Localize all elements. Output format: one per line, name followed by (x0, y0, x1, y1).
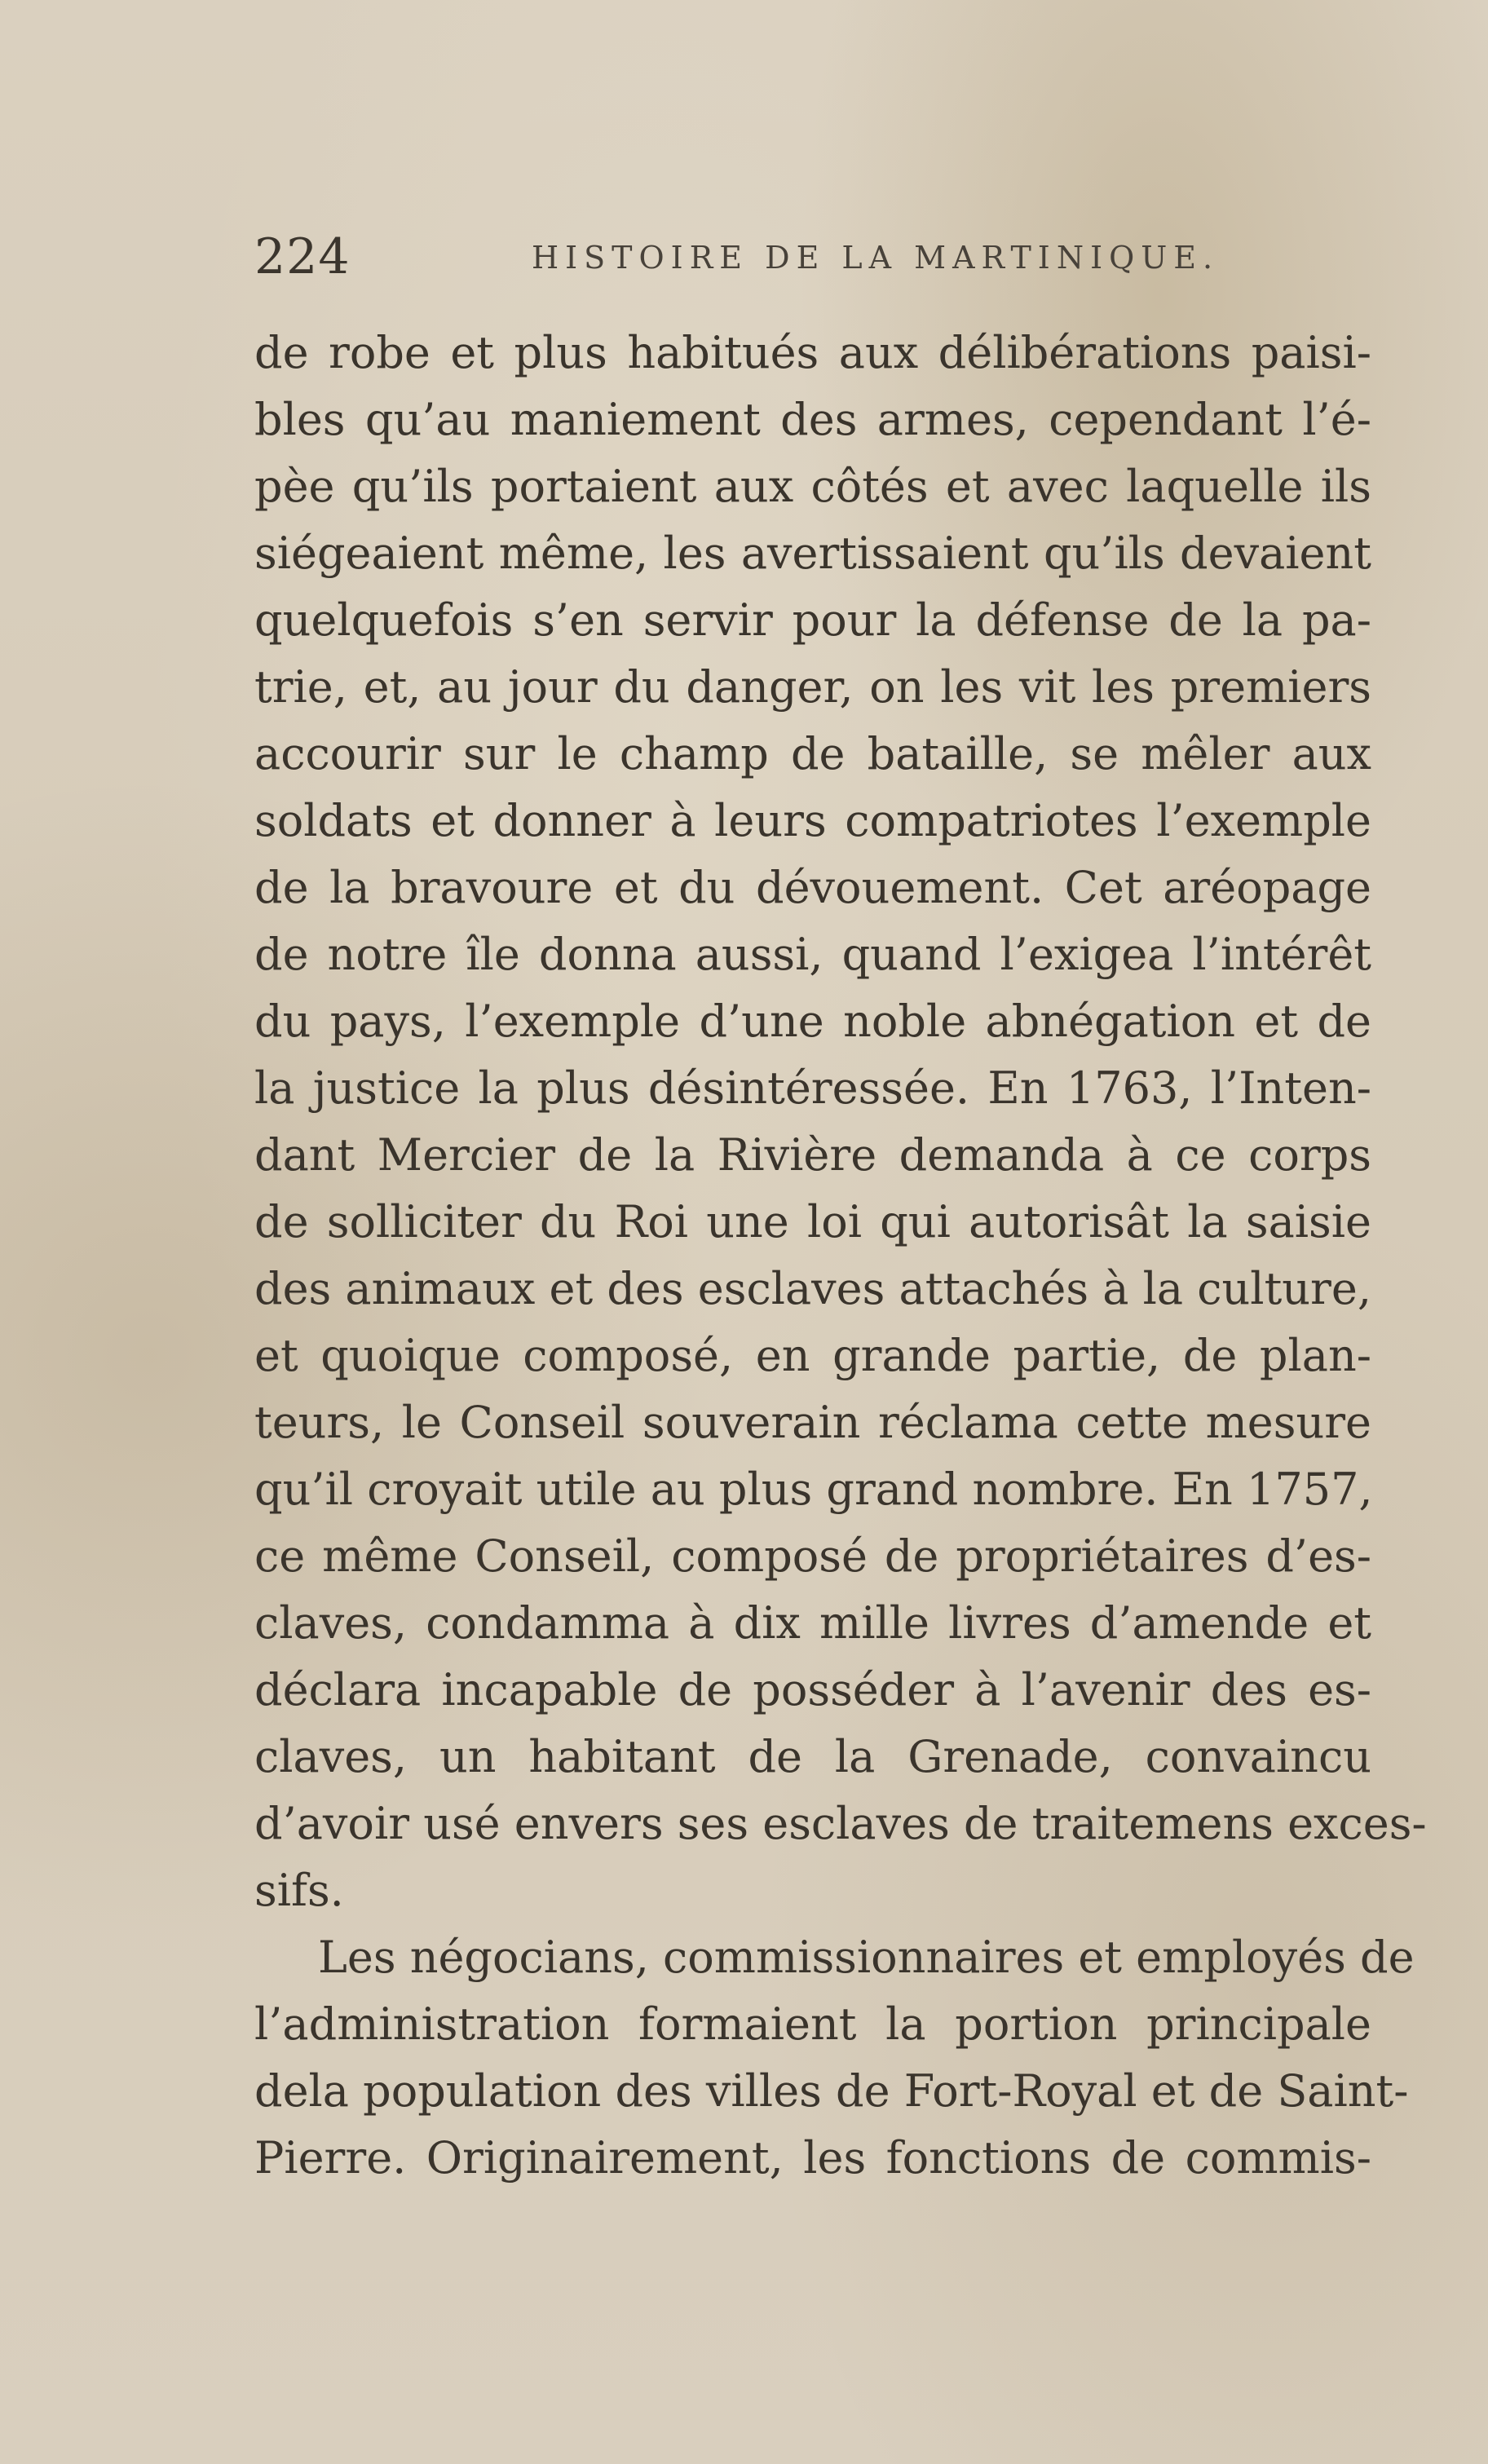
text-line: déclara incapable de posséder à l’avenir des es- (254, 1664, 1371, 1716)
text-line: pèe qu’ils portaient aux côtés et avec laquelle ils (254, 461, 1371, 512)
text-line: soldats et donner à leurs compatriotes l’exemple (254, 795, 1371, 846)
running-head (254, 214, 1396, 285)
text-line: teurs, le Conseil souverain réclama cette mesure (254, 1397, 1371, 1448)
text-line: la justice la plus désintéressée. En 1763, l’Inten- (254, 1062, 1371, 1114)
page-number: 224 (254, 228, 351, 285)
text-line: bles qu’au maniement des armes, cependant l’é- (254, 394, 1371, 445)
text-line: quelquefois s’en servir pour la défense de la pa- (254, 594, 1371, 646)
text-line: qu’il croyait utile au plus grand nombre. En 1757, (254, 1464, 1373, 1515)
text-line: de la bravoure et du dévouement. Cet aréopage (254, 862, 1371, 913)
body-text (254, 320, 1427, 2192)
text-line: de robe et plus habitués aux délibérations paisi- (254, 327, 1371, 378)
text-line: de notre île donna aussi, quand l’exigea l’intérêt (254, 929, 1371, 980)
text-line: sifs. (254, 1865, 344, 1916)
text-line: du pays, l’exemple d’une noble abnégation et de (254, 996, 1371, 1047)
text-line: claves, un habitant de la Grenade, convaincu (254, 1731, 1371, 1782)
text-line: d’avoir usé envers ses esclaves de traitemens exces- (254, 1798, 1427, 1849)
text-line: Pierre. Originairement, les fonctions de commis- (254, 2132, 1371, 2184)
text-line: dant Mercier de la Rivière demanda à ce corps (254, 1129, 1371, 1181)
text-line: ce même Conseil, composé de propriétaires d’es- (254, 1530, 1371, 1582)
text-line: des animaux et des esclaves attachés à la culture, (254, 1263, 1371, 1314)
text-line: accourir sur le champ de bataille, se mêler aux (254, 728, 1371, 779)
running-title: HISTOIRE DE LA MARTINIQUE. (532, 240, 1220, 276)
text-line: et quoique composé, en grande partie, de plan- (254, 1330, 1371, 1381)
text-line: de solliciter du Roi une loi qui autorisât la saisie (254, 1196, 1371, 1247)
text-line: trie, et, au jour du danger, on les vit les premiers (254, 661, 1371, 713)
text-line: dela population des villes de Fort-Royal et de Saint- (254, 2065, 1409, 2117)
text-line: siégeaient même, les avertissaient qu’ils devaient (254, 528, 1371, 579)
paragraph-start-line: Les négocians, commissionnaires et employés de (318, 1932, 1415, 1983)
text-line: claves, condamma à dix mille livres d’amende et (254, 1597, 1371, 1649)
text-line: l’administration formaient la portion principale (254, 1998, 1371, 2050)
